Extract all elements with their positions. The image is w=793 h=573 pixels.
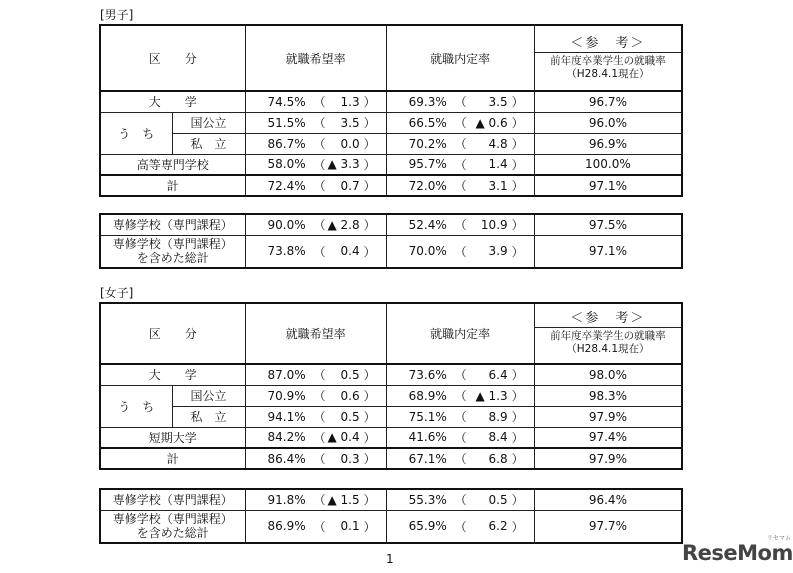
row-label: 私 立 <box>172 406 245 427</box>
table-row <box>100 364 682 385</box>
section-title-female: [女子] <box>100 286 134 300</box>
row-label: 私 立 <box>172 133 245 154</box>
ref-cell: 98.0% <box>534 364 682 385</box>
hope-cell: 72.4% （ 0.7 ） <box>245 175 386 196</box>
hope-cell: 86.7% （ 0.0 ） <box>245 133 386 154</box>
header-hope-rate: 就職希望率 <box>245 25 386 91</box>
hope-cell: 70.9% （ 0.6 ） <box>245 385 386 406</box>
row-label: 国公立 <box>172 385 245 406</box>
row-label: 専修学校（専門課程） を含めた総計 <box>100 235 245 268</box>
header-category: 区 分 <box>100 303 245 364</box>
header-category: 区 分 <box>100 25 245 91</box>
offer-cell: 72.0% （ 3.1 ） <box>386 175 534 196</box>
offer-cell: 95.7% （ 1.4 ） <box>386 154 534 175</box>
header-offer-rate: 就職内定率 <box>386 303 534 364</box>
female-main-table <box>99 302 683 470</box>
table-row-grand-total <box>100 235 682 268</box>
offer-cell: 41.6% （ 8.4 ） <box>386 427 534 448</box>
table-row <box>100 489 682 510</box>
section-title-male: [男子] <box>100 8 134 22</box>
female-extra-table <box>99 488 683 544</box>
row-label: 専修学校（専門課程） <box>100 214 245 235</box>
header-reference-sub2: （H28.4.1現在） <box>566 343 650 355</box>
hope-cell: 74.5% （ 1.3 ） <box>245 91 386 112</box>
ref-cell: 97.1% <box>534 235 682 268</box>
table-row <box>100 406 682 427</box>
row-label: 計 <box>100 175 245 196</box>
table-row <box>100 214 682 235</box>
ref-cell: 97.9% <box>534 448 682 469</box>
offer-cell: 67.1% （ 6.8 ） <box>386 448 534 469</box>
table-row <box>100 133 682 154</box>
ref-cell: 96.4% <box>534 489 682 510</box>
header-offer-rate: 就職内定率 <box>386 25 534 91</box>
offer-cell: 68.9% （ ▲ 1.3 ） <box>386 385 534 406</box>
table-row <box>100 385 682 406</box>
page-number: 1 <box>386 552 394 566</box>
offer-cell: 52.4% （ 10.9 ） <box>386 214 534 235</box>
row-label: 計 <box>100 448 245 469</box>
resemom-logo: ReseMom リセマム <box>682 535 793 565</box>
ref-cell: 97.1% <box>534 175 682 196</box>
offer-cell: 70.2% （ 4.8 ） <box>386 133 534 154</box>
male-extra-table <box>99 213 683 269</box>
row-label: 短期大学 <box>100 427 245 448</box>
header-reference <box>534 25 682 91</box>
hope-cell: 51.5% （ 3.5 ） <box>245 112 386 133</box>
table-row-total <box>100 175 682 196</box>
header-hope-rate: 就職希望率 <box>245 303 386 364</box>
table-row <box>100 427 682 448</box>
hope-cell: 86.4% （ 0.3 ） <box>245 448 386 469</box>
offer-cell: 66.5% （ ▲ 0.6 ） <box>386 112 534 133</box>
offer-cell: 65.9% （ 6.2 ） <box>386 510 534 543</box>
uchi-label: う ち <box>100 385 172 427</box>
ref-cell: 98.3% <box>534 385 682 406</box>
hope-cell: 91.8% （ ▲ 1.5 ） <box>245 489 386 510</box>
ref-cell: 100.0% <box>534 154 682 175</box>
row-label: 大 学 <box>100 91 245 112</box>
header-reference-sub1: 前年度卒業学生の就職率 <box>550 330 666 342</box>
table-row <box>100 91 682 112</box>
table-row-total <box>100 448 682 469</box>
offer-cell: 75.1% （ 8.9 ） <box>386 406 534 427</box>
ref-cell: 97.7% <box>534 510 682 543</box>
row-label: 大 学 <box>100 364 245 385</box>
hope-cell: 58.0% （ ▲ 3.3 ） <box>245 154 386 175</box>
hope-cell: 87.0% （ 0.5 ） <box>245 364 386 385</box>
ref-cell: 96.0% <box>534 112 682 133</box>
hope-cell: 84.2% （ ▲ 0.4 ） <box>245 427 386 448</box>
offer-cell: 69.3% （ 3.5 ） <box>386 91 534 112</box>
hope-cell: 90.0% （ ▲ 2.8 ） <box>245 214 386 235</box>
table-row <box>100 154 682 175</box>
ref-cell: 97.5% <box>534 214 682 235</box>
row-label: 国公立 <box>172 112 245 133</box>
offer-cell: 55.3% （ 0.5 ） <box>386 489 534 510</box>
ref-cell: 97.4% <box>534 427 682 448</box>
male-main-table <box>99 24 683 197</box>
hope-cell: 73.8% （ 0.4 ） <box>245 235 386 268</box>
hope-cell: 94.1% （ 0.5 ） <box>245 406 386 427</box>
table-row <box>100 112 682 133</box>
row-label: 専修学校（専門課程） を含めた総計 <box>100 510 245 543</box>
hope-cell: 86.9% （ 0.1 ） <box>245 510 386 543</box>
header-reference-sub1: 前年度卒業学生の就職率 <box>550 54 666 67</box>
header-reference-title: ＜参 考＞ <box>535 36 682 53</box>
uchi-label: う ち <box>100 112 172 154</box>
ref-cell: 96.9% <box>534 133 682 154</box>
header-reference-title: ＜参 考＞ <box>535 311 682 328</box>
header-reference <box>534 303 682 364</box>
table-row-grand-total <box>100 510 682 543</box>
ref-cell: 97.9% <box>534 406 682 427</box>
row-label: 高等専門学校 <box>100 154 245 175</box>
header-reference-sub2: （H28.4.1現在） <box>566 67 650 80</box>
ref-cell: 96.7% <box>534 91 682 112</box>
offer-cell: 70.0% （ 3.9 ） <box>386 235 534 268</box>
offer-cell: 73.6% （ 6.4 ） <box>386 364 534 385</box>
row-label: 専修学校（専門課程） <box>100 489 245 510</box>
